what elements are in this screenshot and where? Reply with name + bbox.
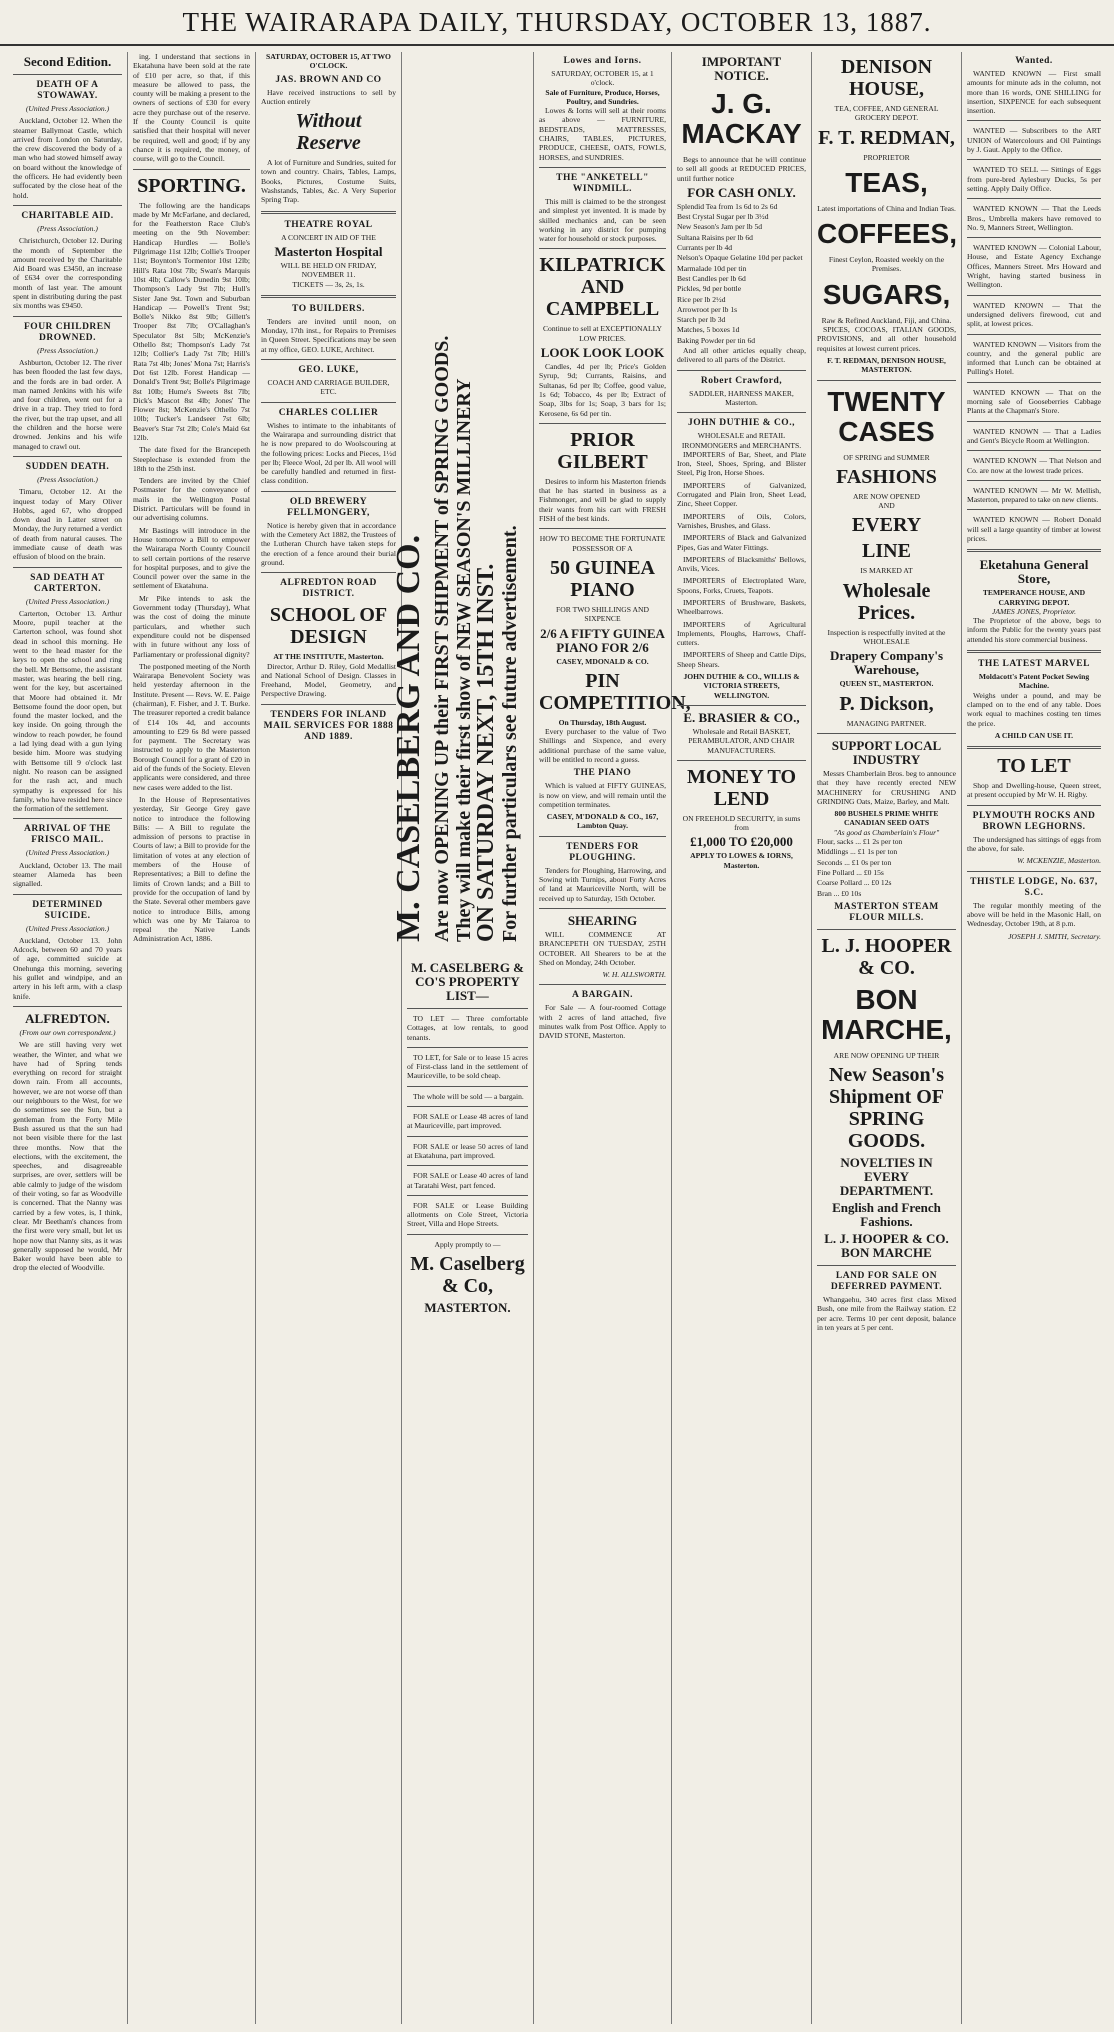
importer-item: IMPORTERS of Brushware, Baskets, Wheelbarrows. [677, 597, 806, 617]
divider [967, 334, 1101, 335]
sporting-body: The following are the handicaps made by Mr McFarlane, and declared, for the Featherston Race Club's meeting on the 9th November: Handicap Hurdles — Bolle's Pilgrimage 11st 12lb; Collie's Trooper 11st; Boynton's Tormentor 10st 12lb; Hill's Rata 10st 7lb; Swan's Marquis 10st 4lb; Callow's Dunedin 9st 10lb; Thompson's Lady 9st 7lb; Hull's Sister Jane 9st. Town and Suburban Handicap — Powell's Trent 9st; Bolle's Nikko 8st 9lb; Gillett's Trooper 8st 7lb; O'Callaghan's Speculator 8st 5lb; McKenzie's Othello 8st; Thompson's Lady 7st 12lb; Collier's Lady 7st 7lb; Hill's Rata 7st 4lb; Jones' Mona 7st; Harris's Dot 6st 12lb. Forest Handicap — Donald's Trent 9st; Bolle's Pilgrimage 8st 10lb; Hume's Sweets 8st 7lb; Dick's Mascot 8st 4lb; Jones' The Flower 8st; McKenzie's Othello 7st 10lb; Tucker's Landseer 7st 6lb; Beaver's Star 7st 2lb; Cole's Maid 6st 12lb. [133, 200, 250, 442]
auction-date: SATURDAY, OCTOBER 15, AT TWO O'CLOCK. [266, 52, 391, 71]
shipment-headline: New Season's Shipment OF SPRING GOODS. [828, 1064, 945, 1153]
divider [967, 159, 1101, 160]
ad-line: OF SPRING and SUMMER [843, 452, 930, 462]
coffees-headline: COFFEES, [817, 218, 958, 250]
news-item [13, 900, 122, 1001]
eketahuna-headline: Eketahuna General Store, [979, 557, 1089, 587]
news-headline: ARRIVAL OF THE FRISCO MAIL. [23, 824, 112, 846]
ad-body: Tenders for Ploughing, Harrowing, and Sowing with Turnips, about Forty Acres of land at Mauriceville North, will be received up to Saturday, 15th October. [539, 865, 666, 903]
money-amount: £1,000 TO £20,000 [690, 834, 793, 850]
importer-item: IMPORTERS of Electroplated Ware, Spoons, Forks, Cruets, Teapots. [677, 576, 806, 595]
divider [407, 1086, 528, 1087]
news-source: (United Press Association.) [25, 848, 110, 858]
ad-line: APPLY TO LOWES & IORNS, Masterton. [690, 851, 793, 870]
divider [13, 818, 122, 819]
property-item: The whole will be sold — a bargain. [413, 1091, 524, 1101]
classified-item: WANTED KNOWN — That the undersigned delivers firewood, cut and split, at lowest prices. [967, 300, 1101, 329]
redman-headline: F. T. REDMAN, [818, 126, 955, 149]
divider [13, 567, 122, 568]
divider [407, 1008, 528, 1009]
news-body: Tenders are invited by the Chief Postmaster for the conveyance of mails in the Wellington Postal District. Particulars will be found in our advertising columns. [133, 476, 250, 523]
ad-line: TEMPERANCE HOUSE, AND CARRYING DEPOT. [982, 588, 1086, 607]
bon-marche-headline: BON MARCHE, [821, 983, 952, 1045]
classified-item: WANTED KNOWN — That a Ladies and Gent's Bicycle Room at Wellington. [967, 426, 1101, 445]
divider [407, 1047, 528, 1048]
price-item: Splendid Tea from 1s 6d to 2s 6d [677, 201, 778, 211]
fashions-subheadline: English and French Fashions. [832, 1200, 941, 1230]
classified-item: WANTED KNOWN — Mr W. Mellish, Masterton, prepared to take on new clients. [967, 485, 1101, 505]
news-body: Mr Pike intends to ask the Government today (Thursday), What was the cost of doing the minute particulars, and whether such expenditure could not be dispensed with in future without any loss of Parliamentary or professional dignity? [133, 593, 250, 659]
ad-line: Finest Ceylon, Roasted weekly on the Premises. [828, 255, 945, 274]
news-source: (United Press Association.) [25, 923, 110, 933]
ad-line: QUEEN ST., MASTERTON. [839, 679, 934, 689]
divider [261, 704, 396, 705]
ad-line: WHOLESALE [863, 637, 910, 647]
twenty-cases-headline: TWENTY CASES [827, 385, 946, 447]
ad-body: The undersigned has sittings of eggs from the above, for sale. [967, 834, 1101, 854]
ad-body: A lot of Furniture and Sundries, suited for town and country. Chairs, Tables, Lamps, Books, Pictures, Costume Suits, Washstands, Tables, &c. A Very Superior Spring Trap. [261, 158, 396, 205]
news-body: Auckland, October 13. The mail steamer Alameda has been signalled. [13, 860, 122, 889]
rotated-line: For further particulars see future advertisement. [499, 525, 521, 942]
news-source: (Press Association.) [37, 474, 98, 484]
flour-price-list [817, 837, 956, 898]
news-item [13, 573, 122, 814]
ad-body: Tenders are invited until noon, on Monday, 17th inst., for Repairs to Premises in Queen Street. Specifications may be seen at my office, GEO. LUKE, Architect. [261, 316, 396, 354]
ad-line: L. J. HOOPER & CO. BON MARCHE [824, 1231, 949, 1261]
divider [967, 805, 1101, 806]
divider [539, 908, 666, 909]
hospital-headline: Masterton Hospital [274, 243, 383, 259]
masthead: THE WAIRARAPA DAILY, THURSDAY, OCTOBER 13, 1887. [0, 0, 1114, 46]
drapery-headline: Drapery Company's Warehouse, [829, 648, 944, 678]
ad-headline: OLD BREWERY FELLMONGERY, [287, 496, 370, 518]
pin-competition-headline: PIN COMPETITION, [539, 669, 691, 714]
divider [677, 705, 806, 706]
divider [261, 295, 396, 298]
classified-item: WANTED KNOWN — Visitors from the country, and the general public are informed that Lunch can be obtained at Pulling's Hotel. [967, 339, 1101, 377]
column-3 [256, 52, 402, 2024]
importer-item: IMPORTERS of Black and Galvanized Pipes, Gas and Water Fittings. [677, 533, 806, 552]
news-body: Timaru, October 12. At the inquest today of Mary Oliver Hobbs, aged 67, who dropped down dead in Latter street on Monday, the Jury returned a verdict of death from natural causes. The immediate cause of death was effusion of blood on the brain. [13, 487, 122, 562]
teas-headline: TEAS, [845, 166, 928, 198]
ad-line: TEA, COFFEE, AND GENERAL GROCERY DEPOT. [834, 104, 939, 123]
duthie-headline: JOHN DUTHIE & CO., [688, 418, 795, 429]
mackay-headline: J. G. MACKAY [681, 88, 802, 149]
sugars-headline: SUGARS, [822, 278, 951, 310]
divider [817, 380, 956, 381]
ad-line: CASEY, M'DONALD & CO., 167, Lambton Quay. [546, 812, 659, 831]
column-6 [672, 52, 812, 2024]
signature: JOSEPH J. SMITH, Secretary. [1008, 931, 1101, 941]
divider [407, 1195, 528, 1196]
ad-body: Wishes to intimate to the inhabitants of the Wairarapa and surrounding district that he is now prepared to do Woolscouring at the following prices: Locks and Pieces, 1½d per lb; Fleece Wool, 2d per lb. All wool will be carefully handled and returned in first-class condition. [261, 420, 396, 486]
caselberg-rotated-ad [390, 52, 524, 952]
dickson-headline: P. Dickson, [839, 692, 934, 715]
support-local-headline: SUPPORT LOCAL INDUSTRY [831, 737, 942, 767]
windmill-headline: THE "ANKETELL" WINDMILL. [556, 172, 649, 194]
ad-line: On Thursday, 18th August. [558, 717, 647, 727]
importer-item: IMPORTERS of Sheep and Cattle Dips, Sheep Shears. [677, 650, 806, 669]
ad-line: Latest importations of China and Indian Teas. [817, 203, 956, 213]
classified-item: WANTED KNOWN — Colonial Labour, House, and Estate Agency Exchange Offices, Manners Street. Mrs Howard and Wright, having started business in Wellington. [967, 243, 1101, 290]
lodge-headline: THISTLE LODGE, No. 637, S.C. [970, 876, 1098, 898]
property-item: TO LET, for Sale or to lease 15 acres of First-class land in the settlement of Mauriceville, to be sold cheap. [407, 1052, 528, 1081]
denison-headline: DENISON HOUSE, [840, 56, 933, 100]
ad-body: Whangaehu, 340 acres first class Mixed Bush, one mile from the Railway station. £2 per acre. Terms 10 per cent deposit, balance in ten years at 5 per cent. [817, 1295, 956, 1332]
ad-body: For Sale — A four-roomed Cottage with 2 acres of land attached, five minutes walk from Post Office. Apply to DAVID STONE, Masterton. [539, 1003, 666, 1041]
news-headline: SUDDEN DEATH. [25, 461, 110, 472]
divider [539, 423, 666, 424]
ad-body: Notice is hereby given that in accordance with the Cemetery Act 1882, the Trustees of the Lutheran Church have taken steps for the erection of a fence around their burial ground. [261, 520, 396, 567]
fashions-headline: FASHIONS [836, 465, 937, 488]
ad-line: COACH AND CARRIAGE BUILDER, ETC. [267, 378, 390, 397]
divider [261, 402, 396, 403]
ad-line: SATURDAY, OCTOBER 15, at 1 o'clock. [551, 69, 654, 88]
ad-line: TICKETS — 3s, 2s, 1s. [292, 279, 365, 289]
ad-body: SPICES, COCOAS, ITALIAN GOODS, PROVISIONS, and all other household requisites at lowest current prices. [817, 325, 956, 353]
ad-line: SADDLER, HARNESS MAKER, Masterton. [689, 388, 794, 407]
divider [967, 198, 1101, 199]
column-5 [534, 52, 691, 2024]
news-headline: DEATH OF A STOWAWAY. [36, 80, 99, 101]
sporting-headline: SPORTING. [137, 174, 246, 197]
ad-line: Raw & Refined Auckland, Fiji, and China. [821, 315, 952, 325]
ad-line: A CONCERT IN AID OF THE [281, 232, 376, 242]
news-body: The date fixed for the Brancepeth Steeplechase is extended from the 18th to the 25th inst. [133, 445, 250, 473]
divider [817, 733, 956, 734]
ad-line: WILL BE HELD ON FRIDAY, NOVEMBER 11. [280, 260, 377, 280]
price-item: Nelson's Opaque Gelatine 10d per packet [677, 253, 803, 263]
divider [677, 412, 806, 413]
marvel-headline: THE LATEST MARVEL [978, 659, 1090, 670]
classified-item: WANTED KNOWN — That on the morning sale of Gooseberries Cabbage Plants at the Chapman's Store. [967, 387, 1101, 416]
ad-body: WILL COMMENCE AT BRANCEPETH ON TUESDAY, 25TH OCTOBER. All Shearers to be at the Shed on Monday, 24th October. [539, 929, 666, 967]
ad-line: A CHILD CAN USE IT. [994, 730, 1074, 740]
news-item [13, 1012, 122, 1273]
ad-line: IS MARKED AT [860, 566, 913, 576]
line-headline: LINE [862, 540, 911, 563]
news-body: Auckland, October 12. When the steamer Ballymoat Castle, which arrived from London on Saturday, the crew discovered the body of a man who had stowed himself away on board without the knowledge of the officers. He had evidently been suffocated by the close heat of the hold. [13, 116, 122, 200]
ad-body: Messrs Chamberlain Bros. beg to announce that they have recently erected NEW MACHINERY for CRUSHING AND GRINDING Oats, Maize, Barley, and Malt. [817, 768, 956, 806]
ad-body: Desires to inform his Masterton friends that he has started in business as a Fishmonger, and will be glad to supply their wants from his cart with FRESH FISH of the best kinds. [539, 476, 666, 524]
importer-item: IMPORTERS of Oils, Colors, Varnishes, Brushes, and Glass. [677, 511, 806, 530]
ad-body: Which is valued at FIFTY GUINEAS, is now on view, and will remain until the competition terminates. [539, 781, 666, 809]
ad-line: Continue to sell at EXCEPTIONALLY LOW PRICES. [542, 324, 663, 343]
divider [13, 1006, 122, 1007]
ad-headline: GEO. LUKE, [298, 365, 359, 376]
look-headline: LOOK LOOK LOOK [540, 345, 665, 361]
price-item: Marmalade 10d per tin [677, 263, 747, 273]
ad-line: Moldacott's Patent Pocket Sewing Machine. [978, 672, 1090, 691]
money-headline: MONEY TO LEND [686, 765, 797, 810]
divider [539, 984, 666, 985]
divider [133, 169, 250, 170]
ad-body: And all other articles equally cheap, delivered to all parts of the District. [677, 346, 806, 365]
property-item: FOR SALE or Lease 40 acres of land at Taratahi West, part fenced. [407, 1171, 528, 1190]
classified-item: WANTED KNOWN — That Nelson and Co. are now at the lowest trade prices. [967, 456, 1101, 475]
news-body: Carterton, October 13. Arthur Moore, pupil teacher at the Carterton school, was found shot dead in school this morning. He went to the head master for the keys to open the school and ring the bell. Mr Bettsome, the assistant master, was hearing the bell ring, went for the key, but ascertained that Moore had obtained it. Mr Bettsome found the door open, but found the master locked, and the key inside. On going through the window to reach powder, he found a lad lying dead with a gun lying beside him. Moore was studying with Bettsome till 9 o'clock last night. No reason can be assigned for the rash act, and much sympathy is expressed for his family, who have resided here since the formation of the settlement. [13, 608, 122, 814]
edition-title: Second Edition. [23, 54, 112, 69]
divider [967, 382, 1101, 383]
ad-line: WHOLESALE and RETAIL IRONMONGERS and MERCHANTS. [681, 431, 802, 450]
news-source: (From our own correspondent.) [19, 1027, 116, 1037]
ad-headline: Robert Crawford, [700, 375, 783, 386]
price-item: New Season's Jam per lb 5d [677, 222, 763, 232]
divider [817, 929, 956, 930]
divider [261, 359, 396, 360]
signature: W. MCKENZIE, Masterton. [1017, 856, 1101, 866]
land-headline: LAND FOR SALE ON DEFERRED PAYMENT. [830, 1271, 943, 1293]
price-item: Seconds ... £1 0s per ton [817, 857, 892, 867]
news-body: Christchurch, October 12. During the month of September the amount received by the Charitable Aid Board was £3450, an increase of £634 over the corresponding month of last year. The amount spent in distributing during the past six months was £9450. [13, 236, 122, 311]
ad-body: Shop and Dwelling-house, Queen street, at present occupied by Mr W. H. Rigby. [967, 781, 1101, 800]
ad-body: The Proprietor of the above, begs to inform the Public for the twenty years past attended his store commercial business. [967, 616, 1101, 644]
divider [967, 549, 1101, 552]
classified-item: WANTED — Subscribers to the ART UNION of Watercolours and Oil Paintings by J. Gaut. Apply to the Office. [967, 126, 1101, 155]
divider [13, 894, 122, 895]
news-headline: CHARITABLE AID. [21, 210, 114, 221]
tenders-headline: TENDERS FOR INLAND MAIL SERVICES FOR 1888 AND 1889. [263, 709, 394, 742]
without-reserve-headline: Without Reserve [295, 110, 362, 155]
ad-line: Inspection is respectfully invited at the [827, 627, 946, 637]
ad-headline: A BARGAIN. [572, 990, 633, 1001]
divider [967, 450, 1101, 451]
price-item: Sultana Raisins per lb 6d [677, 232, 753, 242]
divider [967, 650, 1101, 653]
divider [13, 205, 122, 206]
firm-name: M. Caselberg & Co, [410, 1253, 525, 1298]
cash-headline: FOR CASH ONLY. [687, 184, 796, 200]
ad-line: JOHN DUTHIE & CO., WILLIS & VICTORIA STREETS, WELLINGTON. [683, 672, 800, 700]
news-source: (United Press Association.) [25, 596, 110, 606]
ad-line: ARE NOW OPENED [853, 491, 920, 501]
piano-offer: 2/6 A FIFTY GUINEA PIANO FOR 2/6 [540, 625, 665, 655]
news-item [13, 211, 122, 311]
divider [407, 1106, 528, 1107]
ad-body: Director, Arthur D. Riley, Gold Medallist and National School of Design. Classes in Freehand, Model, Geometry, and Perspective Drawing. [261, 661, 396, 699]
ad-headline: CHARLES COLLIER [278, 407, 379, 418]
divider [13, 316, 122, 317]
auctioneer-name: JAS. BROWN AND CO [275, 74, 382, 85]
column-1 [8, 52, 128, 2024]
ad-line: FOR TWO SHILLINGS AND SIXPENCE [556, 604, 649, 624]
brasier-headline: E. BRASIER & CO., [683, 709, 800, 725]
divider [539, 528, 666, 529]
importer-item: IMPORTERS of Galvanized, Corrugated and Plain Iron, Sheet Lead, Zinc, Sheet Copper. [677, 480, 806, 509]
news-body: ing. I understand that sections in Ekatahuna have been sold at the rate of £10 per acre, so that, if this measure be allowed to pass, the county will be making a present to the owners of sections of £30 for every acre they purchase out of the reserve. If the County Council is quite satisfied that their hospital will never be required, well and good; if by any chance it is required, the money, of course, will go to the Council. [133, 52, 250, 164]
divider [677, 370, 806, 371]
news-headline: ALFREDTON. [25, 1010, 110, 1026]
price-item: Matches, 5 boxes 1d [677, 325, 740, 335]
rotated-line: They will make their first show of NEW SEASON'S MILLINERY [453, 378, 475, 942]
divider [967, 421, 1101, 422]
divider [817, 1265, 956, 1266]
news-body: Auckland, October 13. John Adcock, between 60 and 70 years of age, committed suicide at Onehunga this morning, severing his gullet and windpipe, and an artery in his left arm, with a clasp knife. [13, 935, 122, 1001]
ad-line: ARE NOW OPENING UP THEIR [833, 1050, 940, 1060]
hooper-headline: L. J. HOOPER & CO. [821, 934, 952, 979]
news-body: In the House of Representatives yesterday, Sir George Grey gave notice to introduce the following Bills: — A Bill to regulate the admission of persons to practise in Courts of law; a Bill to provide for the limitation of votes at any election of members of the House of Representatives; a Bill to define the limits of Crown lands; and a Bill to provide for the occupation of land by the State. Several other members gave notice to introduce Bills, among which was one by Mr Taiaroa to repeal the Native Lands Administration Act, 1886. [133, 794, 250, 944]
ad-line: Sale of Furniture, Produce, Horses, Poultry, and Sundries. [545, 87, 660, 106]
ad-body: Lowes & Iorns will sell at their rooms as above — FURNITURE, BEDSTEADS, MATTRESSES, CHAIRS, TABLES, PICTURES, PRODUCE, CHEESE, OATS, FOWLS, HORSES, and SUNDRIES. [539, 106, 666, 162]
news-source: (Press Association.) [37, 345, 98, 355]
ad-body: This mill is claimed to be the strongest and simplest yet invented. It is made by skilled mechanics and, can be seen working in any district for pumping water for household or stock purposes. [539, 196, 666, 244]
ad-line: PROPRIETOR [863, 152, 910, 162]
classified-item: WANTED KNOWN — Robert Donald will sell a large quantity of timber at lowest prices. [967, 515, 1101, 543]
property-list-headline: M. CASELBERG & CO'S PROPERTY LIST— [410, 960, 525, 1003]
price-list [677, 202, 806, 345]
ad-line: ON FREEHOLD SECURITY, in sums from [682, 813, 801, 833]
ad-line: CASEY, MDONALD & CO. [556, 656, 649, 666]
mills-headline: MASTERTON STEAM FLOUR MILLS. [834, 901, 939, 923]
property-item: FOR SALE or Lease Building allotments on Cole Street, Victoria Street, Villa and Hope Streets. [407, 1200, 528, 1229]
property-item: FOR SALE or Lease 48 acres of land at Mauriceville, part improved. [407, 1112, 528, 1131]
news-headline: DETERMINED SUICIDE. [32, 899, 103, 921]
ad-line: 800 BUSHELS PRIME WHITE CANADIAN SEED OATS [834, 809, 939, 828]
ad-line: JAMES JONES, Proprietor. [991, 606, 1077, 616]
wanted-headline: Wanted. [1015, 56, 1053, 66]
ad-line: Wholesale and Retail BASKET, PERAMBULATOR, AND CHAIR MANUFACTURERS. [688, 726, 795, 755]
price-item: Best Crystal Sugar per lb 3½d [677, 212, 769, 222]
news-item [13, 824, 122, 888]
divider [539, 167, 666, 168]
to-let-headline: TO LET [997, 755, 1071, 778]
divider [13, 456, 122, 457]
divider [261, 211, 396, 214]
property-item: TO LET — Three comfortable Cottages, at low rentals, to good tenants. [407, 1014, 528, 1042]
importer-item: IMPORTERS of Agricultural Implements, Ploughs, Harrows, Chaff-cutters. [677, 619, 806, 648]
divider [967, 295, 1101, 296]
classified-item: WANTED TO SELL — Sittings of Eggs from pure-bred Aylesbury Ducks, 5s per setting. Apply Daily Office. [967, 165, 1101, 193]
divider [407, 1165, 528, 1166]
ad-body: Begs to announce that he will continue to sell all goods at REDUCED PRICES, until further notice [677, 155, 806, 183]
news-source: (Press Association.) [37, 223, 98, 233]
builders-headline: TO BUILDERS. [292, 303, 365, 314]
signature: W. H. ALLSWORTH. [602, 970, 666, 980]
ad-headline: THE PIANO [573, 768, 632, 779]
rotated-line: Are now OPENING UP their FIRST SHIPMENT of SPRING GOODS. [431, 335, 453, 942]
news-body: We are still having very wet weather, the Winter, and what we have had of Spring tends everything on record for straight down rain. From all accounts, however, we are not worse off than our neighbours to the West, for we do sometimes see the Sun, but a gentleman from the Forty Mile Bush assured us that the sun had not been visible there for the last three months. Now that the elections, with the excitement, the speeches, and disagreeable surprises, are over, settlers will be able calmly to judge of the wisdom of their voting, so far as Woodville is concerned. That the Nanny was carried by a few votes, is, I think, clear. Mr Beetham's chances from the first were very small, but let us hope now that Nanny sits, as it was generally supposed he would, Mr Baker would have been able to drop the elected of Woodville. [13, 1040, 122, 1273]
prior-gilbert-headline: PRIOR GILBERT [557, 428, 648, 473]
notice-headline: IMPORTANT NOTICE. [701, 54, 782, 83]
theatre-headline: THEATRE ROYAL [284, 219, 373, 230]
divider [539, 836, 666, 837]
divider [261, 572, 396, 573]
ad-body: The regular monthly meeting of the above will be held in the Masonic Hall, on Wednesday, October 19th, at 8 p.m. [967, 900, 1101, 929]
price-item: Baking Powder per tin 6d [677, 335, 756, 345]
ad-body: Weighs under a pound, and may be clamped on to the end of any table. Does work equal to machines costing ten times the price. [967, 690, 1101, 728]
news-body: The postponed meeting of the North Wairarapa Benevolent Society was held yesterday afternoon in the Institute. Present — Revs. W. E. Paige (chairman), F. Fisher, and J. T. Burke. The treasurer reported a credit balance of £14 10s 4d, and accounts amounting to £29 6s 8d were passed for payment. The Secretary was instructed to apply to the Masterton Borough Council for a grant of £20 in aid of the funds of the Society. Eleven applicants were considered, and three new cases were added to the list. [133, 661, 250, 792]
column-8 [962, 52, 1106, 2024]
ad-body: Every purchaser to the value of Two Shillings and Sixpence, and every additional purchase of the same value, will be entitled to record a guess. [539, 727, 666, 764]
ad-line: F. T. REDMAN, DENISON HOUSE, MASTERTON. [827, 355, 946, 375]
price-item: Rice per lb 2½d [677, 294, 726, 304]
ad-line: "As good as Chamberlain's Flour" [833, 827, 940, 837]
ad-headline: ALFREDTON ROAD DISTRICT. [280, 578, 377, 600]
column-2 [128, 52, 256, 2024]
ad-line: AND [878, 501, 895, 511]
novelties-headline: NOVELTIES IN EVERY DEPARTMENT. [839, 1155, 934, 1199]
divider [967, 509, 1101, 510]
divider [13, 74, 122, 75]
divider [407, 1234, 528, 1235]
news-item [13, 322, 122, 451]
price-item: Middlings ... £1 1s per ton [817, 847, 898, 857]
importer-item: IMPORTERS of Bar, Sheet, and Plate Iron, Steel, Shoes, Spring, and Blister Steel, Pig Iron, Horse Shoes. [677, 449, 806, 478]
classified-item: WANTED KNOWN — First small amounts for minute ads in the column, not more than 16 words, ONE SHILLING for insertion, SIXPENCE for each subsequent insertion. [967, 69, 1101, 116]
ad-line: Apply promptly to — [434, 1239, 501, 1249]
divider [261, 491, 396, 492]
ad-line: AT THE INSTITUTE, Masterton. [273, 652, 384, 662]
ad-body: Candles, 4d per lb; Price's Golden Syrup, 9d; Currants, Raisins, and Sultanas, 6d per lb; Coffee, good value, 1s 6d; Tobacco, 4s per lb; Extract of Soap, 3lbs for 1s; Soap, 3 bars for 1s; Kerosene, 6s 6d per tin. [539, 362, 666, 418]
divider [967, 871, 1101, 872]
divider [967, 480, 1101, 481]
property-item: FOR SALE or lease 50 acres of land at Ekatahuna, part improved. [407, 1141, 528, 1160]
price-item: Arrowroot per lb 1s [677, 304, 738, 314]
plymouth-headline: PLYMOUTH ROCKS AND BROWN LEGHORNS. [972, 810, 1096, 832]
divider [677, 760, 806, 761]
piano-headline: 50 GUINEA PIANO [549, 556, 655, 601]
price-item: Flour, sacks ... £1 2s per ton [817, 837, 903, 847]
every-headline: EVERY [851, 514, 922, 537]
price-item: Starch per lb 3d [677, 315, 726, 325]
price-item: Coarse Pollard ... £0 12s [817, 878, 892, 888]
divider [967, 746, 1101, 749]
price-item: Bran ... £0 10s [817, 888, 862, 898]
news-item [13, 80, 122, 200]
column-7 [812, 52, 962, 2024]
divider [407, 1136, 528, 1137]
wholesale-headline: Wholesale Prices. [842, 579, 931, 624]
price-item: Pickles, 9d per bottle [677, 284, 742, 294]
ad-line: HOW TO BECOME THE FORTUNATE POSSESSOR OF A [539, 534, 666, 553]
news-headline: FOUR CHILDREN DROWNED. [24, 321, 111, 343]
rotated-line: ON SATURDAY NEXT, 15TH INST. [473, 563, 499, 942]
importer-item: IMPORTERS of Blacksmiths' Bellows, Anvils, Vices. [677, 554, 806, 574]
price-item: Currants per lb 4d [677, 243, 733, 253]
divider [539, 248, 666, 249]
school-headline: SCHOOL OF DESIGN [269, 604, 388, 649]
divider [967, 120, 1101, 121]
ad-body: Have received instructions to sell by Auction entirely [261, 87, 396, 106]
ad-headline: TENDERS FOR PLOUGHING. [566, 841, 639, 863]
news-body: Ashburton, October 12. The river has been flooded the last few days, and the fords are in bad order. A man named Jenkins with his wife and four children, went out for a drive in a trap. They tried to ford the river, but the trap upset, and all the children and the horse were drowned. Jenkins and his wife managed to crawl out. [13, 357, 122, 451]
price-item: Best Candles per lb 6d [677, 273, 746, 283]
divider [967, 237, 1101, 238]
news-source: (United Press Association.) [25, 104, 110, 113]
rotated-line: M. CASELBERG AND CO. [390, 534, 427, 942]
kilpatrick-headline: KILPATRICK AND CAMPBELL [539, 254, 666, 321]
price-item: Fine Pollard ... £0 15s [817, 867, 884, 877]
ad-headline: Lowes and Iorns. [563, 56, 642, 66]
classified-item: WANTED KNOWN — That the Leeds Bros., Umbrella makers have removed to No. 9, Manners Street, Wellington. [967, 204, 1101, 232]
column-4 [390, 52, 534, 2024]
shearing-headline: SHEARING [567, 912, 638, 928]
news-body: Mr Bastings will introduce in the House tomorrow a Bill to empower the Wairarapa North County Council to sell certain portions of the reserve for hospital purposes, and to give the Council power over the same in the settlement of Ekatahuna. [133, 525, 250, 591]
ad-line: MANAGING PARTNER. [846, 718, 927, 728]
news-headline: SAD DEATH AT CARTERTON. [30, 572, 105, 594]
town-name: MASTERTON. [424, 1300, 511, 1316]
news-item [13, 462, 122, 562]
